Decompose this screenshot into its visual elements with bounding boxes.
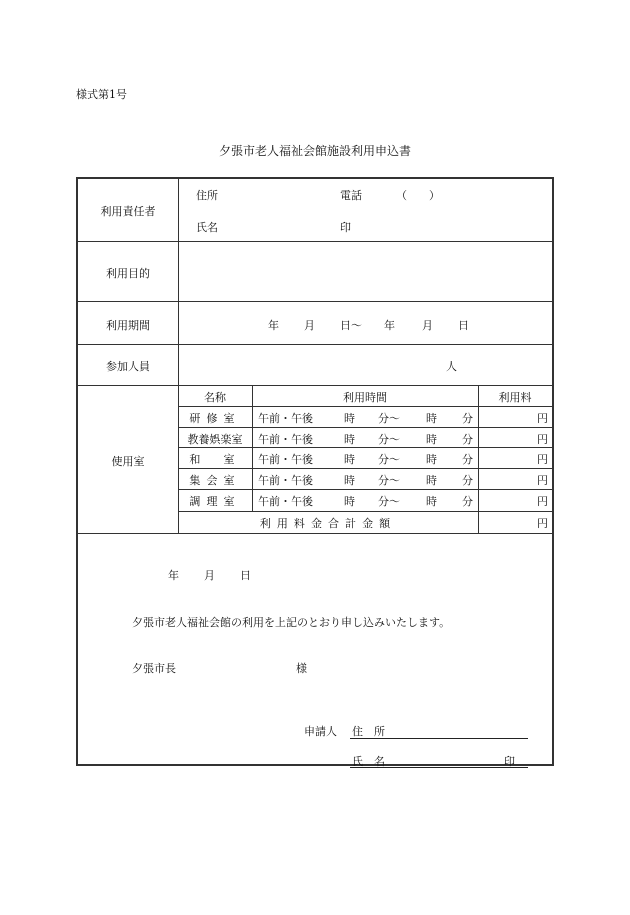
room-ampm: 午前・午後 — [258, 433, 313, 446]
row-divider — [78, 344, 552, 345]
signature-name-label: 氏 名 — [352, 755, 385, 768]
room-fee-yen: 円 — [537, 495, 548, 508]
room-time-header: 利用時間 — [343, 391, 387, 404]
addressee-honorific: 様 — [296, 662, 307, 675]
room-divider — [178, 427, 552, 428]
room-start-hour: 時 — [344, 453, 355, 466]
room-start-hour: 時 — [344, 474, 355, 487]
room-end-hour: 時 — [426, 433, 437, 446]
form-title: 夕張市老人福祉会館施設利用申込書 — [218, 144, 411, 158]
room-end-minute: 分 — [462, 495, 473, 508]
period-end-year: 年 — [384, 319, 395, 332]
room-start-hour: 時 — [344, 412, 355, 425]
room-start-minute: 分〜 — [378, 474, 400, 487]
room-divider — [178, 447, 552, 448]
room-start-minute: 分〜 — [378, 495, 400, 508]
address-label: 住所 — [196, 189, 218, 202]
row-divider — [78, 533, 552, 534]
room-name: 教養娯楽室 — [187, 433, 243, 446]
room-end-hour: 時 — [426, 412, 437, 425]
participants-label: 参加人員 — [106, 360, 150, 373]
row-divider — [78, 241, 552, 242]
seal-mark: 印 — [340, 221, 351, 234]
room-end-hour: 時 — [426, 474, 437, 487]
addressee: 夕張市長 — [132, 662, 176, 675]
room-fee-yen: 円 — [537, 474, 548, 487]
room-divider — [178, 511, 552, 512]
rooms-label: 使用室 — [111, 455, 145, 468]
room-fee-yen: 円 — [537, 433, 548, 446]
room-end-minute: 分 — [462, 453, 473, 466]
room-fee-yen: 円 — [537, 453, 548, 466]
room-name-header: 名称 — [204, 391, 226, 404]
room-ampm: 午前・午後 — [258, 412, 313, 425]
room-end-hour: 時 — [426, 453, 437, 466]
footer-year: 年 — [168, 569, 179, 582]
row-divider — [78, 385, 552, 386]
phone-paren: （ ） — [396, 189, 440, 202]
room-name: 集会室 — [189, 474, 241, 487]
applicant-label: 利用責任者 — [100, 205, 156, 218]
row-divider — [78, 301, 552, 302]
room-end-hour: 時 — [426, 495, 437, 508]
participants-unit: 人 — [446, 360, 457, 373]
total-fee-label: 利用料金合計金額 — [259, 517, 397, 530]
total-fee-yen: 円 — [537, 517, 548, 530]
signature-seal-mark: 印 — [504, 755, 515, 768]
room-ampm: 午前・午後 — [258, 474, 313, 487]
application-form-table — [76, 177, 554, 766]
applicant-signature-label: 申請人 — [304, 725, 337, 738]
room-start-minute: 分〜 — [378, 433, 400, 446]
address-underline — [350, 738, 528, 739]
room-fee-yen: 円 — [537, 412, 548, 425]
purpose-label: 利用目的 — [106, 267, 150, 280]
form-number: 様式第1号 — [76, 88, 127, 101]
room-ampm: 午前・午後 — [258, 453, 313, 466]
period-start-year: 年 — [268, 319, 279, 332]
room-end-minute: 分 — [462, 412, 473, 425]
period-end-month: 月 — [422, 319, 433, 332]
room-start-hour: 時 — [344, 495, 355, 508]
room-end-minute: 分 — [462, 433, 473, 446]
period-end-day: 日 — [458, 319, 469, 332]
name-label: 氏名 — [196, 221, 218, 234]
room-divider — [178, 406, 552, 407]
room-name: 研修室 — [189, 412, 241, 425]
application-statement: 夕張市老人福祉会館の利用を上記のとおり申し込みいたします。 — [132, 616, 451, 629]
signature-address-label: 住 所 — [352, 725, 385, 738]
room-start-hour: 時 — [344, 433, 355, 446]
room-start-minute: 分〜 — [378, 453, 400, 466]
room-fee-header: 利用料 — [498, 391, 532, 404]
period-label: 利用期間 — [106, 319, 150, 332]
room-name: 和 室 — [189, 453, 241, 466]
room-name: 調理室 — [189, 495, 241, 508]
room-ampm: 午前・午後 — [258, 495, 313, 508]
phone-label: 電話 — [340, 189, 362, 202]
room-start-minute: 分〜 — [378, 412, 400, 425]
name-underline — [350, 767, 528, 768]
room-divider — [178, 489, 552, 490]
footer-month: 月 — [204, 569, 215, 582]
room-divider — [178, 468, 552, 469]
period-start-month: 月 — [304, 319, 315, 332]
room-end-minute: 分 — [462, 474, 473, 487]
footer-day: 日 — [240, 569, 251, 582]
period-start-day: 日〜 — [340, 319, 362, 332]
